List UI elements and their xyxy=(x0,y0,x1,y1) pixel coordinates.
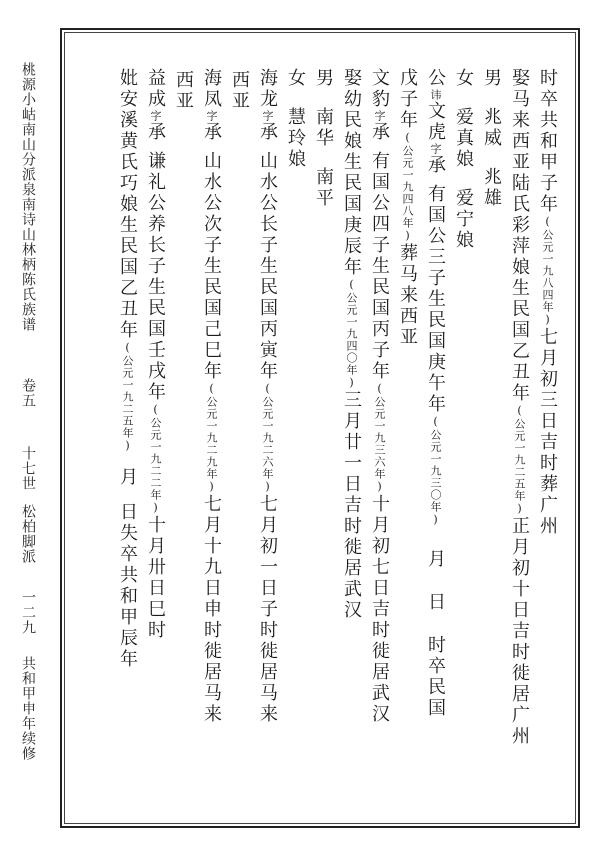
margin-page-number: 一二九 xyxy=(20,590,36,635)
col-text: 承 xyxy=(257,122,278,143)
col-note: 字 xyxy=(261,110,274,122)
col-note: (公元一九四〇年) xyxy=(345,278,358,390)
text-column xyxy=(398,68,416,348)
col-text: 益成 xyxy=(145,68,166,110)
col-text: 十月初七日吉时徙居武汉 xyxy=(369,494,390,725)
col-text: 文虎 xyxy=(425,101,446,143)
col-text: 月 xyxy=(117,467,138,488)
text-column xyxy=(286,68,304,170)
col-note: (公元一九二五年) xyxy=(121,341,134,453)
text-column xyxy=(118,68,136,670)
col-text: 爱宁娘 xyxy=(453,188,474,251)
col-text: 海凤 xyxy=(201,68,222,110)
col-note: 字 xyxy=(149,110,162,122)
col-text: 妣安溪黄氏巧娘生民国乙丑年 xyxy=(117,68,138,341)
col-text: 戊子年 xyxy=(397,68,418,131)
col-text: 正月初十日吉时徙居广州 xyxy=(509,516,530,747)
col-text: 日 xyxy=(425,592,446,613)
text-column xyxy=(202,68,220,725)
text-column xyxy=(230,68,248,112)
col-text: 娶马来西亚陆氏彩萍娘生民国乙丑年 xyxy=(509,68,530,404)
margin-branch: 松柏脚派 xyxy=(20,504,36,564)
col-text: 男 xyxy=(313,68,334,89)
col-text: 兆威 xyxy=(481,107,502,149)
col-text: 谦礼公养长子生民国壬戌年 xyxy=(145,151,166,403)
col-text: 葬马来西亚 xyxy=(397,243,418,348)
text-column xyxy=(482,68,500,209)
col-text: 七月十九日申时徙居马来 xyxy=(201,494,222,725)
col-note: (公元一九二五年) xyxy=(513,404,526,516)
col-note: (公元一九二九年) xyxy=(205,382,218,494)
text-column xyxy=(426,68,444,719)
margin-volume: 卷五 xyxy=(20,378,36,408)
col-text: 男 xyxy=(481,68,502,89)
col-text: 娶幼民娘生民国庚辰年 xyxy=(341,68,362,278)
col-note: 字 xyxy=(205,110,218,122)
col-text: 爱真娘 xyxy=(453,107,474,170)
col-text: 文豹 xyxy=(369,68,390,110)
col-text: 山水公次子生民国己巳年 xyxy=(201,151,222,382)
col-text: 西亚 xyxy=(173,70,194,112)
col-text: 承 xyxy=(369,122,390,143)
col-text: 月 xyxy=(425,549,446,570)
text-column xyxy=(370,68,388,725)
col-text: 承 xyxy=(201,122,222,143)
col-text: 承 xyxy=(425,155,446,176)
col-note: (公元一九四八年) xyxy=(401,131,414,243)
col-text: 山水公长子生民国丙寅年 xyxy=(257,151,278,382)
margin-book-title: 桃源小岵南山分派泉南诗山林柄陈氏族谱 xyxy=(20,62,36,332)
col-text: 七月初三日吉时葬广州 xyxy=(537,327,558,537)
col-text: 时卒共和甲子年 xyxy=(537,68,558,215)
col-text: 南平 xyxy=(313,167,334,209)
text-column xyxy=(146,68,164,641)
margin-edition: 共和甲申年续修 xyxy=(20,656,36,761)
col-text: 有国公三子生民国庚午年 xyxy=(425,184,446,415)
col-text: 三月廿一日吉时徙居武汉 xyxy=(341,390,362,621)
col-note: (公元一九三〇年) xyxy=(429,415,442,527)
text-column xyxy=(314,68,332,209)
col-note: (公元一九二六年) xyxy=(261,382,274,494)
col-note: (公元一九八四年) xyxy=(541,215,554,327)
col-text: 慧玲娘 xyxy=(285,107,306,170)
col-note: (公元一九二二年) xyxy=(149,403,162,515)
margin-generation: 十七世 xyxy=(20,446,36,491)
col-text: 时卒民国 xyxy=(425,635,446,719)
col-note: 字 xyxy=(429,143,442,155)
text-column xyxy=(538,68,556,537)
col-text: 七月初一日子时徙居马来 xyxy=(257,494,278,725)
col-text: 南华 xyxy=(313,107,334,149)
col-text: 承 xyxy=(145,122,166,143)
text-column xyxy=(454,68,472,251)
col-note: 字 xyxy=(373,110,386,122)
col-text: 十月卅日巳时 xyxy=(145,515,166,641)
col-text: 有国公四子生民国丙子年 xyxy=(369,151,390,382)
text-column xyxy=(258,68,276,725)
col-note: (公元一九三六年) xyxy=(373,382,386,494)
col-text: 女 xyxy=(453,68,474,89)
col-text: 兆雄 xyxy=(481,167,502,209)
col-note: 讳 xyxy=(429,89,442,101)
col-text: 海龙 xyxy=(257,68,278,110)
col-text: 女 xyxy=(285,68,306,89)
col-text: 西亚 xyxy=(229,70,250,112)
col-text: 日失卒共和甲辰年 xyxy=(117,502,138,670)
text-column xyxy=(342,68,360,621)
col-text: 公 xyxy=(425,68,446,89)
text-column xyxy=(510,68,528,747)
text-column xyxy=(174,68,192,112)
